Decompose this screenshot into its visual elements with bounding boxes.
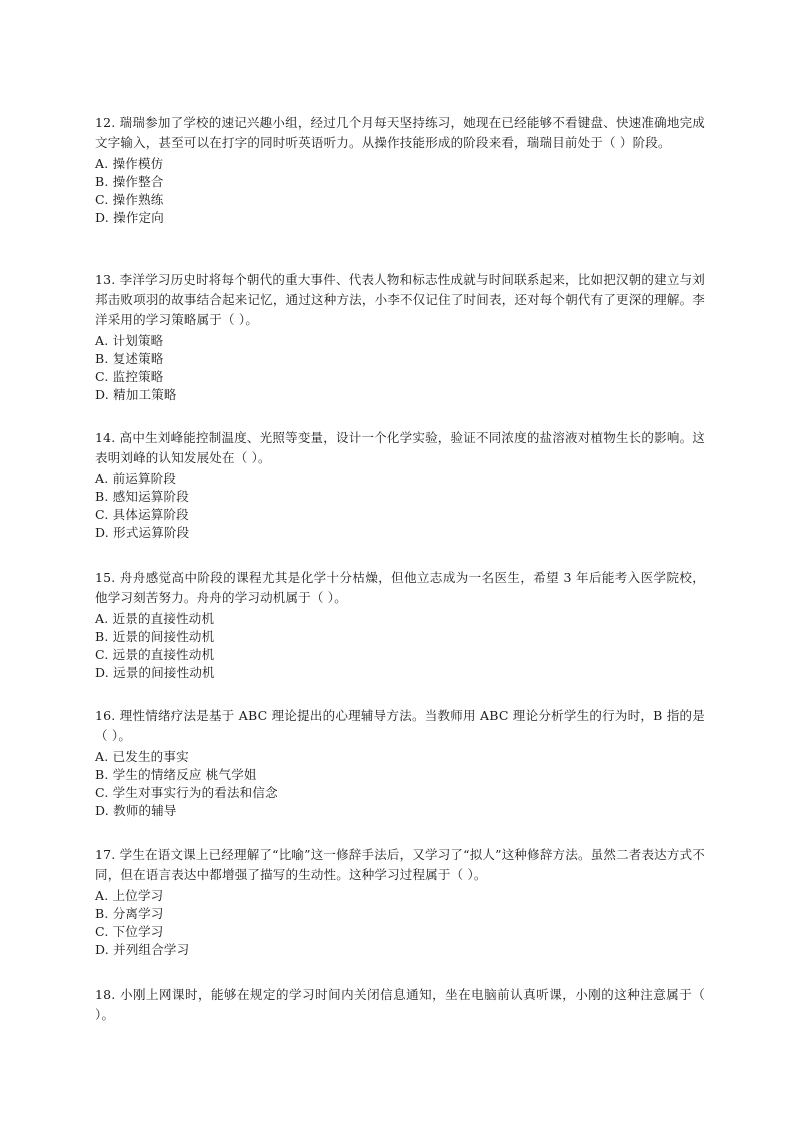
- option-c: C. 监控策略: [95, 369, 164, 384]
- question-18: [95, 985, 705, 1025]
- option-a: A. 近景的直接性动机: [95, 611, 215, 626]
- option-a: A. 已发生的事实: [95, 749, 189, 764]
- option-a: A. 操作模仿: [95, 156, 164, 171]
- question-16-stem: 16. 理性情绪疗法是基于 ABC 理论提出的心理辅导方法。当教师用 ABC 理论分析学生的行为时，B 指的是（ ）。: [95, 708, 705, 743]
- question-13-stem: 13. 李洋学习历史时将每个朝代的重大事件、代表人物和标志性成就与时间联系起来，比如把汉朝的建立与刘邦击败项羽的故事结合起来记忆，通过这种方法，小李不仅记住了时间表，还对每个朝代有了更深的理解。李洋采用的学习策略属于（ ）。: [95, 272, 705, 327]
- question-14-stem: 14. 高中生刘峰能控制温度、光照等变量，设计一个化学实验，验证不同浓度的盐溶液对植物生长的影响。这表明刘峰的认知发展处在（ ）。: [95, 430, 705, 465]
- option-c: C. 具体运算阶段: [95, 507, 189, 522]
- option-b: B. 操作整合: [95, 174, 164, 189]
- question-16-options: [95, 748, 705, 820]
- option-c: C. 操作熟练: [95, 192, 164, 207]
- question-12-stem: 12. 瑞瑞参加了学校的速记兴趣小组，经过几个月每天坚持练习，她现在已经能够不看键盘、快速准确地完成文字输入，甚至可以在打字的同时听英语听力。从操作技能形成的阶段来看，瑞瑞目前处于（ ）阶段。: [95, 115, 705, 150]
- question-15: [95, 568, 705, 682]
- question-16: [95, 706, 705, 820]
- option-b: B. 感知运算阶段: [95, 489, 189, 504]
- question-13-options: [95, 332, 705, 404]
- option-a: A. 上位学习: [95, 888, 164, 903]
- option-a: A. 计划策略: [95, 333, 164, 348]
- question-12-options: [95, 155, 705, 227]
- question-13: [95, 270, 705, 404]
- option-b: B. 近景的间接性动机: [95, 629, 215, 644]
- option-c: C. 远景的直接性动机: [95, 647, 215, 662]
- option-d: D. 操作定向: [95, 210, 164, 225]
- question-15-stem: 15. 舟舟感觉高中阶段的课程尤其是化学十分枯燥，但他立志成为一名医生，希望 3 年后能考入医学院校，他学习刻苦努力。舟舟的学习动机属于（ ）。: [95, 570, 705, 605]
- question-14-options: [95, 470, 705, 542]
- question-17-options: [95, 887, 705, 959]
- option-d: D. 并列组合学习: [95, 942, 190, 957]
- question-17-stem: 17. 学生在语文课上已经理解了“比喻”这一修辞手法后，又学习了“拟人”这种修辞方法。虽然二者表达方式不同，但在语言表达中都增强了描写的生动性。这种学习过程属于（ ）。: [95, 847, 705, 882]
- question-12: [95, 113, 705, 227]
- question-17: [95, 845, 705, 959]
- option-d: D. 远景的间接性动机: [95, 665, 215, 680]
- option-d: D. 精加工策略: [95, 387, 177, 402]
- question-14: [95, 428, 705, 542]
- option-d: D. 教师的辅导: [95, 803, 177, 818]
- question-18-stem: 18. 小刚上网课时，能够在规定的学习时间内关闭信息通知，坐在电脑前认真听课，小刚的这种注意属于（ ）。: [95, 987, 705, 1022]
- option-a: A. 前运算阶段: [95, 471, 177, 486]
- option-b: B. 复述策略: [95, 351, 164, 366]
- question-15-options: [95, 610, 705, 682]
- option-c: C. 下位学习: [95, 924, 164, 939]
- option-d: D. 形式运算阶段: [95, 525, 190, 540]
- option-b: B. 学生的情绪反应 桃气学姐: [95, 767, 257, 782]
- option-b: B. 分离学习: [95, 906, 164, 921]
- option-c: C. 学生对事实行为的看法和信念: [95, 785, 278, 800]
